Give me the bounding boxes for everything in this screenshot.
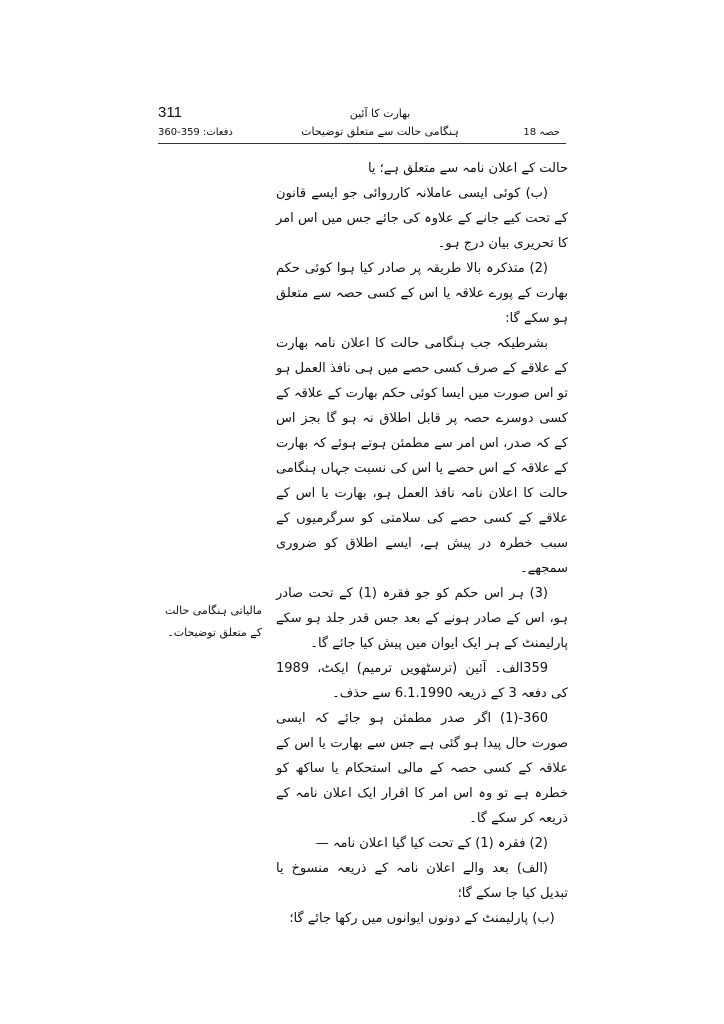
paragraph: (2) متذکرہ بالا طریقہ پر صادر کیا ہوا کوئی حکم بھارت کے پورے علاقہ یا اس کے کسی حصہ سے متعلق ہو سکے گا: bbox=[276, 261, 568, 326]
paragraph: (2) فقرہ (1) کے تحت کیا گیا اعلان نامہ — bbox=[315, 836, 548, 851]
header-rule bbox=[158, 143, 566, 144]
margin-note: مالیاتی ہنگامی حالت کے متعلق توضیحات۔ bbox=[164, 604, 262, 639]
book-title: بھارت کا آئین bbox=[349, 107, 411, 120]
paragraph: (ب) کوئی ایسی عاملانہ کارروائی جو ایسے قانون کے تحت کیے جانے کے علاوہ کی جائے جس میں اس امر کا تحریری بیان درج ہو۔ bbox=[276, 186, 568, 251]
chapter-title: ہنگامی حالت سے متعلق توضیحات bbox=[301, 125, 459, 138]
paragraph: 359الف۔ آئین (ترسٹھویں ترمیم) ایکٹ، 1989 کی دفعہ 3 کے ذریعہ 6.1.1990 سے حذف۔ bbox=[276, 661, 568, 701]
paragraph: حالت کے اعلان نامہ سے متعلق ہے؛ یا bbox=[367, 161, 568, 176]
paragraph: (الف) بعد والے اعلان نامہ کے ذریعہ منسوخ یا تبدیل کیا جا سکے گا؛ bbox=[276, 861, 568, 901]
paragraph: (ب) پارلیمنٹ کے دونوں ایوانوں میں رکھا جائے گا؛ bbox=[289, 911, 555, 926]
body-text bbox=[276, 156, 568, 931]
part-label: حصہ 18 bbox=[523, 127, 560, 138]
section-label: دفعات: 359-360 bbox=[158, 127, 233, 138]
paragraph: 360-(1) اگر صدر مطمئن ہو جائے کہ ایسی صورت حال پیدا ہو گئی ہے جس سے بھارت یا اس کے علاقہ کے کسی حصہ کے مالی استحکام یا ساکھ کو خطرہ ہے تو وہ اس امر کا اقرار ایک اعلان نامہ کے ذریعہ کر سکے گا۔ bbox=[276, 711, 568, 826]
paragraph: (3) ہر اس حکم کو جو فقرہ (1) کے تحت صادر ہو، اس کے صادر ہونے کے بعد جس قدر جلد ہو سکے پارلیمنٹ کے ہر ایک ایوان میں پیش کیا جائے گا۔ bbox=[276, 586, 568, 651]
paragraph: بشرطیکہ جب ہنگامی حالت کا اعلان نامہ بھارت کے علاقے کے صرف کسی حصے میں ہی نافذ العمل ہو تو اس صورت میں ایسا کوئی حکم بھارت کے علاقہ کے کسی دوسرے حصہ پر قابل اطلاق نہ ہو گا بجز اس کے کہ صدر، اس امر سے مطمئن ہوتے ہوئے کہ بھارت کے علاقہ کے اس حصے یا اس کی نسبت جہاں ہنگامی حالت کا اعلان نامہ نافذ العمل ہو، بھارت یا اس کے علاقے کے کسی حصے کی سلامتی کو سرگرمیوں کے سبب خطرہ در پیش ہے، ایسے اطلاق کو ضروری سمجھے۔ bbox=[276, 336, 568, 576]
page-number: 311 bbox=[158, 104, 182, 121]
